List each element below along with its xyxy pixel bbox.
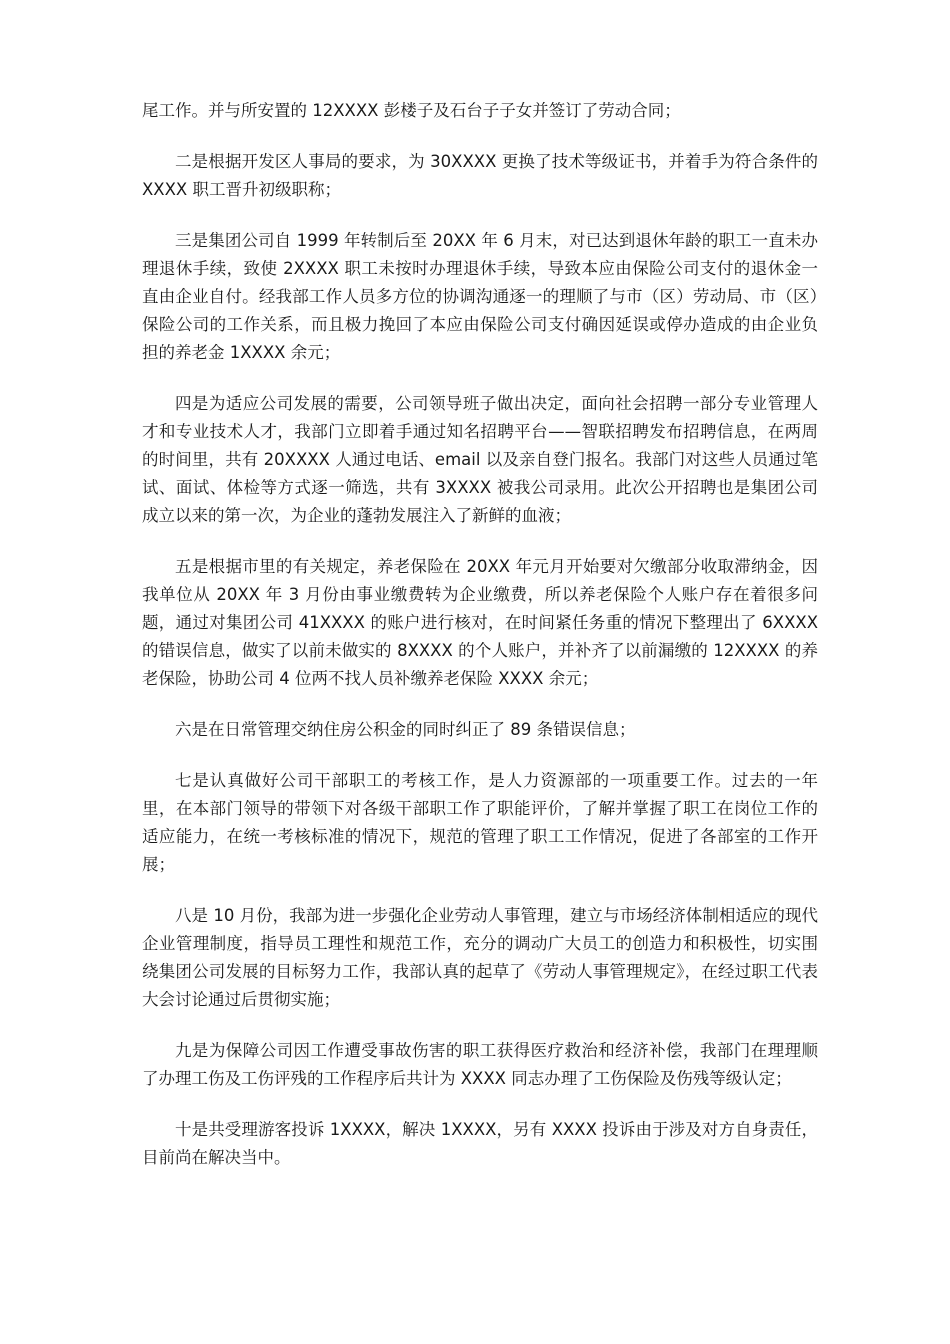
document-body bbox=[142, 97, 818, 1195]
paragraph-item-7: 七是认真做好公司干部职工的考核工作，是人力资源部的一项重要工作。过去的一年里，在本部门领导的带领下对各级干部职工作了职能评价，了解并掌握了职工在岗位工作的适应能力，在统一考核标准的情况下，规范的管理了职工工作情况，促进了各部室的工作开展； bbox=[142, 771, 818, 874]
paragraph-item-4: 四是为适应公司发展的需要，公司领导班子做出决定，面向社会招聘一部分专业管理人才和专业技术人才，我部门立即着手通过知名招聘平台——智联招聘发布招聘信息，在两周的时间里，共有 20XXXX 人通过电话、email 以及亲自登门报名。我部门对这些人员通过笔试、面试、体检等方式逐一筛选，共有 3XXXX 被我公司录用。此次公开招聘也是集团公司成立以来的第一次，为企业的蓬勃发展注入了新鲜的血液； bbox=[142, 394, 818, 525]
paragraph-item-8: 八是 10 月份，我部为进一步强化企业劳动人事管理，建立与市场经济体制相适应的现代企业管理制度，指导员工理性和规范工作，充分的调动广大员工的创造力和积极性，切实围绕集团公司发展的目标努力工作，我部认真的起草了《劳动人事管理规定》，在经过职工代表大会讨论通过后贯彻实施； bbox=[142, 906, 818, 1009]
paragraph-item-9: 九是为保障公司因工作遭受事故伤害的职工获得医疗救治和经济补偿，我部门在理理顺了办理工伤及工伤评残的工作程序后共计为 XXXX 同志办理了工伤保险及伤残等级认定； bbox=[142, 1041, 818, 1088]
paragraph-item-2: 二是根据开发区人事局的要求，为 30XXXX 更换了技术等级证书，并着手为符合条件的 XXXX 职工晋升初级职称； bbox=[142, 152, 818, 199]
paragraph-continuation: 尾工作。并与所安置的 12XXXX 彭楼子及石台子子女并签订了劳动合同； bbox=[142, 101, 681, 120]
paragraph-item-6: 六是在日常管理交纳住房公积金的同时纠正了 89 条错误信息； bbox=[175, 720, 636, 739]
paragraph-item-10: 十是共受理游客投诉 1XXXX，解决 1XXXX，另有 XXXX 投诉由于涉及对方自身责任，目前尚在解决当中。 bbox=[142, 1120, 818, 1167]
paragraph-item-3: 三是集团公司自 1999 年转制后至 20XX 年 6 月末，对已达到退休年龄的职工一直未办理退休手续，致使 2XXXX 职工未按时办理退休手续，导致本应由保险公司支付的退休金一直由企业自付。经我部工作人员多方位的协调沟通逐一的理顺了与市（区）劳动局、市（区）保险公司的工作关系，而且极力挽回了本应由保险公司支付确因延误或停办造成的由企业负担的养老金 1XXXX 余元； bbox=[142, 231, 818, 362]
paragraph-item-5: 五是根据市里的有关规定，养老保险在 20XX 年元月开始要对欠缴部分收取滞纳金，因我单位从 20XX 年 3 月份由事业缴费转为企业缴费，所以养老保险个人账户存在着很多问题，通过对集团公司 41XXXX 的账户进行核对，在时间紧任务重的情况下整理出了 6XXXX 的错误信息，做实了以前未做实的 8XXXX 的个人账户，并补齐了以前漏缴的 12XXXX 的养老保险，协助公司 4 位两不找人员补缴养老保险 XXXX 余元； bbox=[142, 557, 818, 688]
